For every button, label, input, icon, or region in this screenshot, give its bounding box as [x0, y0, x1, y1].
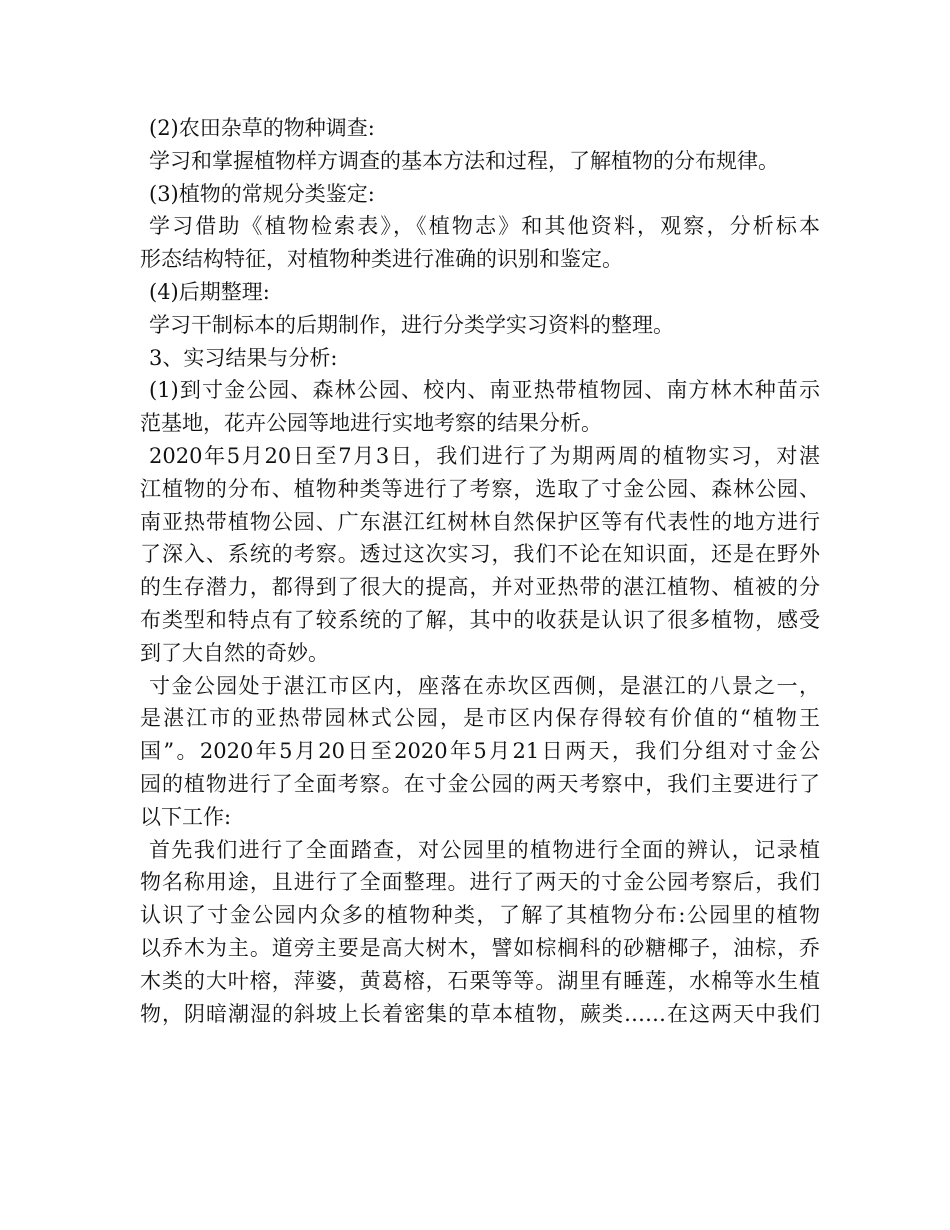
- document-page: [140, 112, 820, 1030]
- paragraph-line: 寸金公园处于湛江市区内，座落在赤坎区西侧，是湛江的八景之一，: [149, 673, 820, 698]
- paragraph-line: 2020年5月20日至7月3日，我们进行了为期两周的植物实习，对湛: [149, 443, 820, 468]
- paragraph-line: 形态结构特征，对植物种类进行准确的识别和鉴定。: [140, 247, 623, 272]
- paragraph-line: 学习和掌握植物样方调查的基本方法和过程，了解植物的分布规律。: [149, 148, 779, 173]
- paragraph-line: 国”。2020年5月20日至2020年5月21日两天，我们分组对寸金公: [140, 739, 820, 764]
- paragraph-line: 范基地，花卉公园等地进行实地考察的结果分析。: [140, 411, 602, 436]
- paragraph-line: 木类的大叶榕，萍婆，黄葛榕，石栗等等。湖里有睡莲，水棉等水生植: [140, 968, 820, 993]
- subheading-weed-survey: (2)农田杂草的物种调查:: [149, 116, 375, 140]
- paragraph-line: 学习干制标本的后期制作，进行分类学实习资料的整理。: [149, 312, 674, 337]
- paragraph-line: 园的植物进行了全面考察。在寸金公园的两天考察中，我们主要进行了: [140, 771, 820, 796]
- paragraph-line: 学习借助《植物检索表》，《植物志》和其他资料，观察，分析标本: [149, 214, 820, 239]
- paragraph-line: 物名称用途，且进行了全面整理。进行了两天的寸金公园考察后，我们: [140, 870, 820, 895]
- paragraph-line: 是湛江市的亚热带园林式公园，是市区内保存得较有价值的“植物王: [140, 706, 820, 731]
- paragraph-line: 的生存潜力，都得到了很大的提高，并对亚热带的湛江植物、植被的分: [140, 575, 820, 600]
- section-heading-results: 3、实习结果与分析:: [149, 345, 338, 370]
- paragraph-line: 南亚热带植物公园、广东湛江红树林自然保护区等有代表性的地方进行: [140, 509, 820, 534]
- paragraph-line: 到了大自然的奇妙。: [140, 640, 329, 665]
- paragraph-line: 认识了寸金公园内众多的植物种类，了解了其植物分布:公园里的植物: [140, 903, 820, 928]
- paragraph-line: 了深入、系统的考察。透过这次实习，我们不论在知识面，还是在野外: [140, 542, 820, 567]
- paragraph-line: 物，阴暗潮湿的斜坡上长着密集的草本植物，蕨类……在这两天中我们: [140, 1001, 820, 1026]
- paragraph-line: 首先我们进行了全面踏查，对公园里的植物进行全面的辨认，记录植: [149, 837, 820, 862]
- paragraph-line: 布类型和特点有了较系统的了解，其中的收获是认识了很多植物，感受: [140, 607, 820, 632]
- subheading-post-processing: (4)后期整理:: [149, 279, 270, 304]
- paragraph-line: 江植物的分布、植物种类等进行了考察，选取了寸金公园、森林公园、: [140, 476, 820, 501]
- paragraph-line: 以乔木为主。道旁主要是高大树木，譬如棕榈科的砂糖椰子，油棕，乔: [140, 935, 820, 960]
- paragraph-line: 以下工作:: [140, 804, 232, 829]
- subheading-classification: (3)植物的常规分类鉴定:: [149, 181, 375, 206]
- subheading-field-survey: (1)到寸金公园、森林公园、校内、南亚热带植物园、南方林木种苗示: [149, 378, 820, 403]
